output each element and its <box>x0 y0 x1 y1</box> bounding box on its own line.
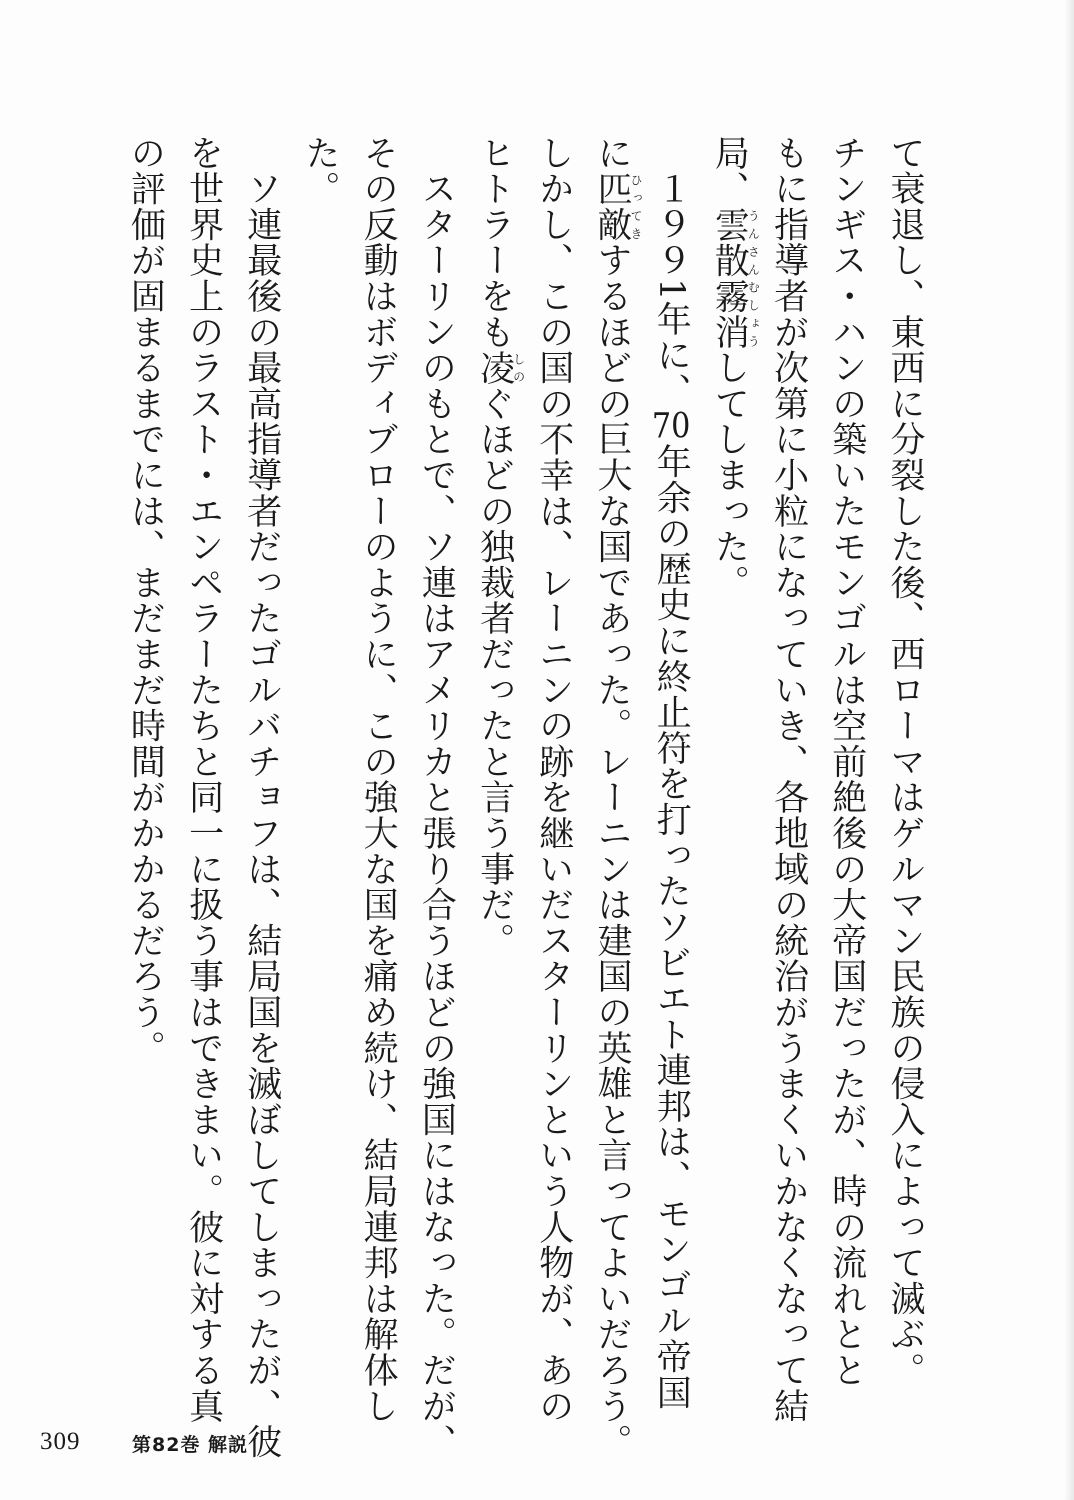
text-column-7: しかし、この国の不幸は、レーニンの跡を継いだスターリンという人物が、あの <box>533 135 574 1424</box>
text-fragment: スターリンのもとで、ソ連はアメリカと張り合うほどの強国にはなった。だが、 <box>416 170 457 1460</box>
text-column-5 <box>642 135 700 1411</box>
text-column-11: た。 <box>299 135 340 207</box>
ruby-base: 雲散霧消 <box>709 206 750 350</box>
text-fragment: ヒトラーをも <box>474 135 515 350</box>
page-number: 309 <box>40 1428 81 1455</box>
ruby-reading: しの <box>511 349 526 386</box>
furigana-word <box>709 206 761 350</box>
text-column-4 <box>700 135 759 1400</box>
text-fragment: １９９ <box>651 170 692 279</box>
text-fragment: するほどの巨大な国であった。レーニンは建国の英雄と言ってよいだろう。 <box>591 242 632 1460</box>
text-fragment: してしまった。 <box>709 349 750 601</box>
furigana-word <box>474 349 526 386</box>
text-fragment: 年に、 <box>651 301 692 409</box>
text-column-8 <box>465 135 524 1400</box>
furigana-word <box>591 170 643 243</box>
text-fragment: 年余の歴史に終止符を打ったソビエト連邦は、モンゴル帝国 <box>651 443 692 1411</box>
text-fragment: 局、 <box>709 135 750 207</box>
text-column-14: の評価が固まるまでには、まだまだ時間がかかるだろう。 <box>125 135 166 1066</box>
ruby-base: 匹敵 <box>591 170 632 243</box>
text-fragment: ぐほどの独裁者だったと言う事だ。 <box>474 385 515 959</box>
ruby-base: 凌 <box>474 349 515 386</box>
text-fragment: 1 <box>651 278 692 302</box>
page-edge-shadow <box>1064 0 1074 1500</box>
text-column-1: て衰退し、東西に分裂した後、西ローマはゲルマン民族の侵入によって滅ぶ。 <box>885 135 925 1388</box>
chapter-label: 第82巻 解説 <box>132 1434 249 1456</box>
text-column-2: チンギス・ハンの築いたモンゴルは空前絶後の大帝国だったが、時の流れとと <box>826 135 867 1388</box>
ruby-reading: ひってき <box>628 170 643 243</box>
text-column-6 <box>583 135 643 1460</box>
text-fragment: に <box>591 135 632 171</box>
text-column-9 <box>407 135 465 1460</box>
text-column-3: もに指導者が次第に小粒になっていき、各地域の統治がうまくいかなくなって結 <box>768 135 809 1424</box>
ruby-reading: うんさんむしょう <box>746 206 761 350</box>
text-fragment: ソ連最後の最高指導者だったゴルバチョフは、結局国を滅ぼしてしまったが、彼 <box>241 170 282 1460</box>
tate-chu-yoko-number: 70 <box>651 408 691 444</box>
text-column-12 <box>233 135 291 1460</box>
text-column-13: を世界史上のラスト・エンペラーたちと同一に扱う事はできまい。彼に対する真 <box>183 135 224 1424</box>
text-column-10: その反動はボディブローのように、この強大な国を痛め続け、結局連邦は解体し <box>358 135 399 1424</box>
